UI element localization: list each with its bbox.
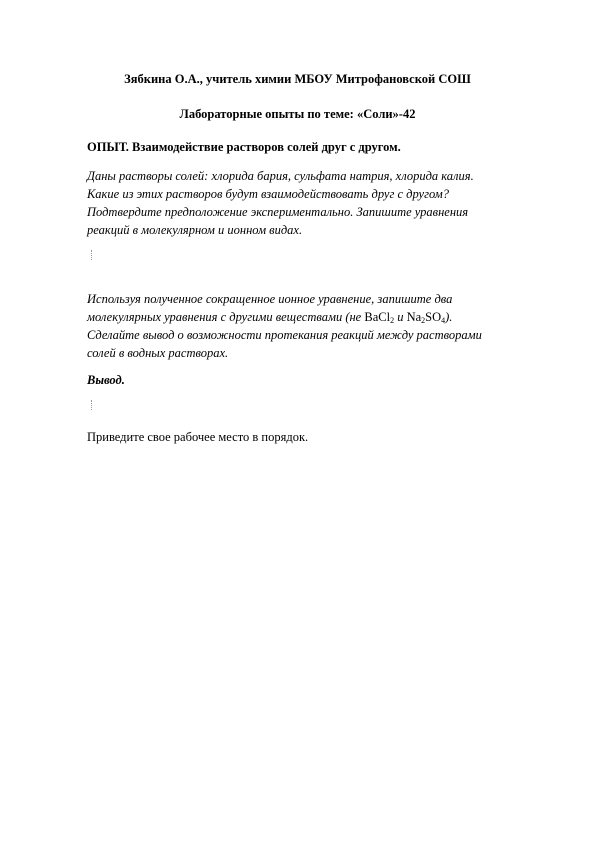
task-line: Даны растворы солей: хлорида бария, сульфата натрия, хлорида калия. bbox=[87, 169, 474, 183]
page-title: Лабораторные опыты по теме: «Соли»-42 bbox=[179, 107, 416, 121]
second-task-line: Сделайте вывод о возможности протекания реакций между растворами bbox=[87, 328, 482, 342]
second-task-line: солей в водных растворах. bbox=[87, 346, 229, 360]
formula-bacl2: BaCl$_2$ bbox=[364, 310, 395, 325]
second-task-line: Используя полученное сокращенное ионное уравнение, запишите два bbox=[87, 292, 453, 306]
empty-line-marker bbox=[91, 250, 94, 260]
task-line: Подтвердите предположение экспериментально. Запишите уравнения bbox=[87, 205, 469, 219]
closing-instruction: Приведите свое рабочее место в порядок. bbox=[87, 430, 309, 444]
conclusion-label: Вывод. bbox=[87, 373, 125, 387]
task-line: Какие из этих растворов будут взаимодействовать друг с другом? bbox=[87, 187, 449, 201]
experiment-heading: ОПЫТ. Взаимодействие растворов солей друг с другом. bbox=[87, 140, 401, 154]
empty-line-marker bbox=[91, 400, 94, 410]
second-task-line-formulas: молекулярных уравнения с другими веществами (не BaCl$_2$ и $Na_2SO_4$). bbox=[87, 310, 453, 325]
formula-na2so4: $Na_2SO_4$ bbox=[406, 310, 446, 325]
author-line: Зябкина О.А., учитель химии МБОУ Митрофановской СОШ bbox=[124, 72, 471, 86]
second-task-paragraph bbox=[87, 290, 527, 362]
task-paragraph bbox=[87, 167, 527, 239]
task-line: реакций в молекулярном и ионном видах. bbox=[87, 223, 303, 237]
